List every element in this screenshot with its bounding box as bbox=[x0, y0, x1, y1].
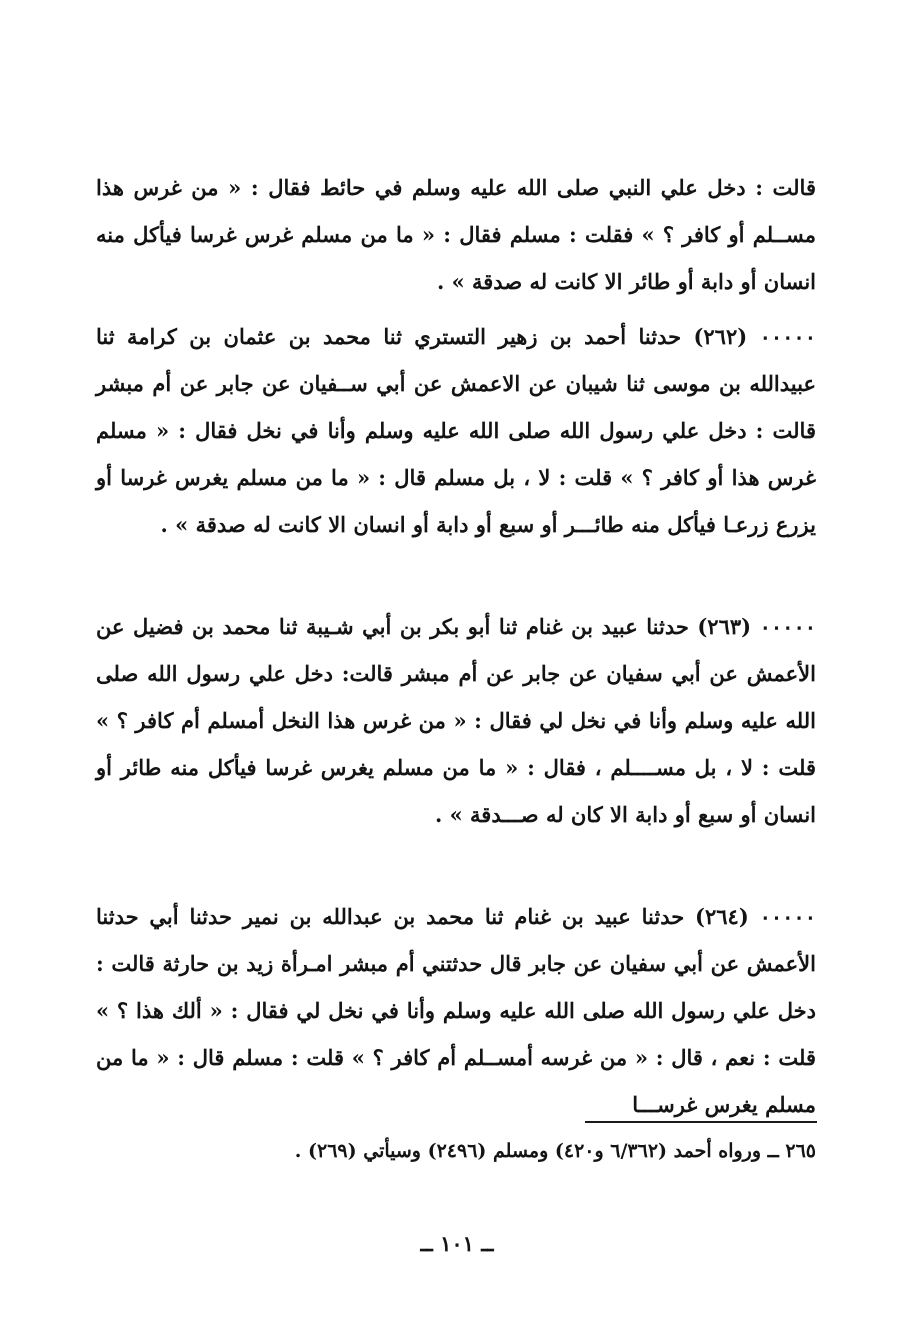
paragraph-hadith-continuation: قالت : دخل علي النبي صلى الله عليه وسلم في حائط فقال : « من غرس هذا مســلم أو كافر ؟ » فقلت : مسلم فقال : « ما من مسلم غرس غرسا فيأكل منه انسان أو دابة أو طائر الا كانت له صدقة » . bbox=[96, 175, 816, 294]
paragraph-hadith-263: ٠٠٠٠٠ (٢٦٣) حدثنا عبيد بن غنام ثنا أبو بكر بن أبي شـيبة ثنا محمد بن فضيل عن الأعمش عن أبي سفيان عن جابر عن أم مبشر قالت: دخل علي رسول الله صلى الله عليه وسلم وأنا في نخل لي فقال : « من غرس هذا النخل أمسلم أم كافر ؟ » قلت : لا ، بل مســــلم ، فقال : « ما من مسلم يغرس غرسا فيأكل منه طائر أو انسان أو سبع أو دابة الا كان له صـــدقة » . bbox=[96, 614, 817, 827]
page-number: ــ ١٠١ ــ bbox=[420, 1231, 494, 1256]
paragraph-hadith-262: ٠٠٠٠٠ (٢٦٢) حدثنا أحمد بن زهير التستري ثنا محمد بن عثمان بن كرامة ثنا عبيدالله بن موسى ثنا شيبان عن الاعمش عن أبي ســفيان عن جابر عن أم مبشر قالت : دخل علي رسول الله صلى الله عليه وسلم وأنا في نخل فقال : « مسلم غرس هذا أو كافر ؟ » قلت : لا ، بل مسلم قال : « ما من مسلم يغرس غرسا أو يزرع زرعـا فيأكل منه طائـــر أو سبع أو دابة أو انسان الا كانت له صدقة » . bbox=[96, 324, 816, 537]
paragraph-hadith-264: ٠٠٠٠٠ (٢٦٤) حدثنا عبيد بن غنام ثنا محمد بن عبدالله بن نمير حدثنا أبي حدثنا الأعمش عن أبي سفيان عن جابر قال حدثتني أم مبشر امـرأة زيد بن حارثة قالت : دخل علي رسول الله صلى الله عليه وسلم وأنا في نخل لي فقال : « ألك هذا ؟ » قلت : نعم ، قال : « من غرسه أمســلم أم كافر ؟ » قلت : مسلم قال : « ما من مسلم يغرس غرســـا bbox=[96, 904, 816, 1117]
footnote-divider bbox=[585, 1121, 817, 1123]
footnote: ٢٦٥ ــ ورواه أحمد (٦/٣٦٢ و٤٢٠) ومسلم (٢٤٩٦) وسيأتي (٢٦٩) . bbox=[294, 1140, 816, 1162]
